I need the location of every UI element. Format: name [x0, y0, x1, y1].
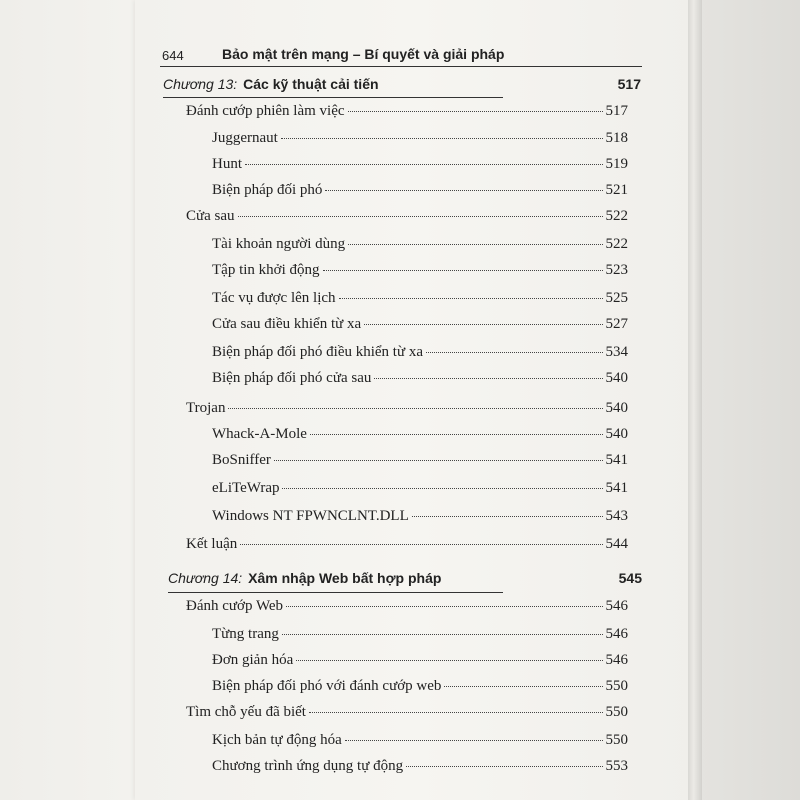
dot-leader — [296, 659, 602, 661]
toc-entry — [186, 400, 628, 417]
dot-leader — [364, 323, 602, 325]
toc-entry — [212, 480, 628, 497]
toc-entry — [212, 452, 628, 469]
chapter-rule — [163, 97, 503, 98]
toc-entry — [212, 652, 628, 669]
toc-entry-page: 540 — [605, 400, 628, 416]
dot-leader — [406, 765, 602, 767]
toc-entry-title: Cửa sau — [186, 208, 235, 224]
toc-entry-page: 550 — [605, 678, 628, 694]
toc-entry-title: Chương trình ứng dụng tự động — [212, 758, 404, 774]
toc-entry-title: Trojan — [186, 400, 226, 416]
toc-entry-page: 543 — [605, 508, 628, 524]
toc-entry-page: 517 — [605, 103, 628, 119]
toc-entry — [212, 156, 628, 173]
toc-entry-page: 527 — [605, 316, 628, 332]
toc-entry-page: 518 — [605, 130, 628, 146]
toc-entry — [186, 704, 628, 721]
toc-entry — [212, 130, 628, 147]
toc-entry-title: Biện pháp đối phó — [212, 182, 323, 198]
dot-leader — [310, 433, 603, 435]
dot-leader — [309, 711, 603, 713]
dot-leader — [348, 243, 602, 245]
toc-entry-title: Biện pháp đối phó cửa sau — [212, 370, 372, 386]
toc-entry-page: 522 — [605, 208, 628, 224]
dot-leader — [282, 633, 603, 635]
toc-entry — [212, 758, 628, 775]
chapter-heading — [163, 76, 641, 92]
toc-entry — [212, 426, 628, 443]
dot-leader — [228, 407, 602, 409]
toc-entry-title: BoSniffer — [212, 452, 271, 468]
toc-entry-title: Biện pháp đối phó điều khiển từ xa — [212, 344, 424, 360]
dot-leader — [412, 515, 603, 517]
toc-entry-title: Whack-A-Mole — [212, 426, 307, 442]
chapter-heading — [168, 570, 642, 586]
toc-entry-title: Đơn giản hóa — [212, 652, 294, 668]
toc-entry-page: 519 — [605, 156, 628, 172]
toc-entry-page: 522 — [605, 236, 628, 252]
toc-entry — [186, 103, 628, 120]
toc-entry-title: eLiTeWrap — [212, 480, 280, 496]
dot-leader — [274, 459, 603, 461]
dot-leader — [286, 605, 602, 607]
chapter-label: Chương 14: — [168, 570, 243, 586]
toc-entry-page: 525 — [605, 290, 628, 306]
toc-entry-title: Biện pháp đối phó với đánh cướp web — [212, 678, 442, 694]
toc-entry-page: 534 — [605, 344, 628, 360]
chapter-label: Chương 13: — [163, 76, 238, 92]
dot-leader — [426, 351, 602, 353]
toc-entry — [212, 262, 628, 279]
toc-entry-title: Tài khoản người dùng — [212, 236, 346, 252]
dot-leader — [281, 137, 603, 139]
dot-leader — [444, 685, 602, 687]
dot-leader — [325, 189, 602, 191]
toc-entry-title: Cửa sau điều khiển từ xa — [212, 316, 362, 332]
toc-entry-title: Đánh cướp phiên làm việc — [186, 103, 345, 119]
dot-leader — [339, 297, 603, 299]
toc-entry-title: Juggernaut — [212, 130, 278, 146]
toc-entry-title: Tác vụ được lên lịch — [212, 290, 336, 306]
toc-entry — [186, 208, 628, 225]
toc-entry-title: Đánh cướp Web — [186, 598, 284, 614]
toc-entry-page: 540 — [605, 370, 628, 386]
toc-entry-title: Tập tin khởi động — [212, 262, 320, 278]
toc-entry-page: 541 — [605, 480, 628, 496]
toc-entry — [212, 182, 628, 199]
toc-entry-page: 521 — [605, 182, 628, 198]
dot-leader — [245, 163, 603, 165]
toc-entry-page: 523 — [605, 262, 628, 278]
book-title: Bảo mật trên mạng – Bí quyết và giải pháp — [222, 46, 505, 62]
toc-entry — [212, 732, 628, 749]
toc-entry — [212, 370, 628, 387]
toc-entry — [212, 236, 628, 253]
toc-entry-page: 546 — [605, 598, 628, 614]
dot-leader — [238, 215, 603, 217]
toc-entry-page: 541 — [605, 452, 628, 468]
chapter-rule — [168, 592, 503, 593]
toc-entry-page: 546 — [605, 626, 628, 642]
toc-entry-page: 553 — [605, 758, 628, 774]
toc-entry — [186, 536, 628, 553]
toc-entry-title: Tìm chỗ yếu đã biết — [186, 704, 306, 720]
toc-entry-page: 540 — [605, 426, 628, 442]
dot-leader — [240, 543, 602, 545]
toc-entry-page: 544 — [605, 536, 628, 552]
toc-entry — [212, 678, 628, 695]
dot-leader — [348, 110, 603, 112]
toc-entry-title: Từng trang — [212, 626, 279, 642]
toc-entry — [212, 316, 628, 333]
chapter-name: Xâm nhập Web bất hợp pháp — [248, 570, 442, 586]
toc-entry — [212, 508, 628, 525]
chapter-page: 517 — [617, 76, 641, 92]
toc-entry-page: 550 — [605, 732, 628, 748]
dot-leader — [282, 487, 602, 489]
toc-entry — [212, 626, 628, 643]
chapter-page: 545 — [618, 570, 642, 586]
dot-leader — [323, 269, 603, 271]
page-number: 644 — [162, 48, 184, 63]
toc-entry-page: 546 — [605, 652, 628, 668]
chapter-name: Các kỹ thuật cải tiến — [243, 76, 379, 92]
toc-entry-title: Kết luận — [186, 536, 238, 552]
toc-entry — [212, 290, 628, 307]
toc-entry-title: Kịch bản tự động hóa — [212, 732, 342, 748]
toc-entry-page: 550 — [605, 704, 628, 720]
toc-entry — [186, 598, 628, 615]
toc-entry-title: Windows NT FPWNCLNT.DLL — [212, 508, 409, 524]
toc-entry-title: Hunt — [212, 156, 242, 172]
toc-entry — [212, 344, 628, 361]
dot-leader — [374, 377, 602, 379]
dot-leader — [345, 739, 603, 741]
